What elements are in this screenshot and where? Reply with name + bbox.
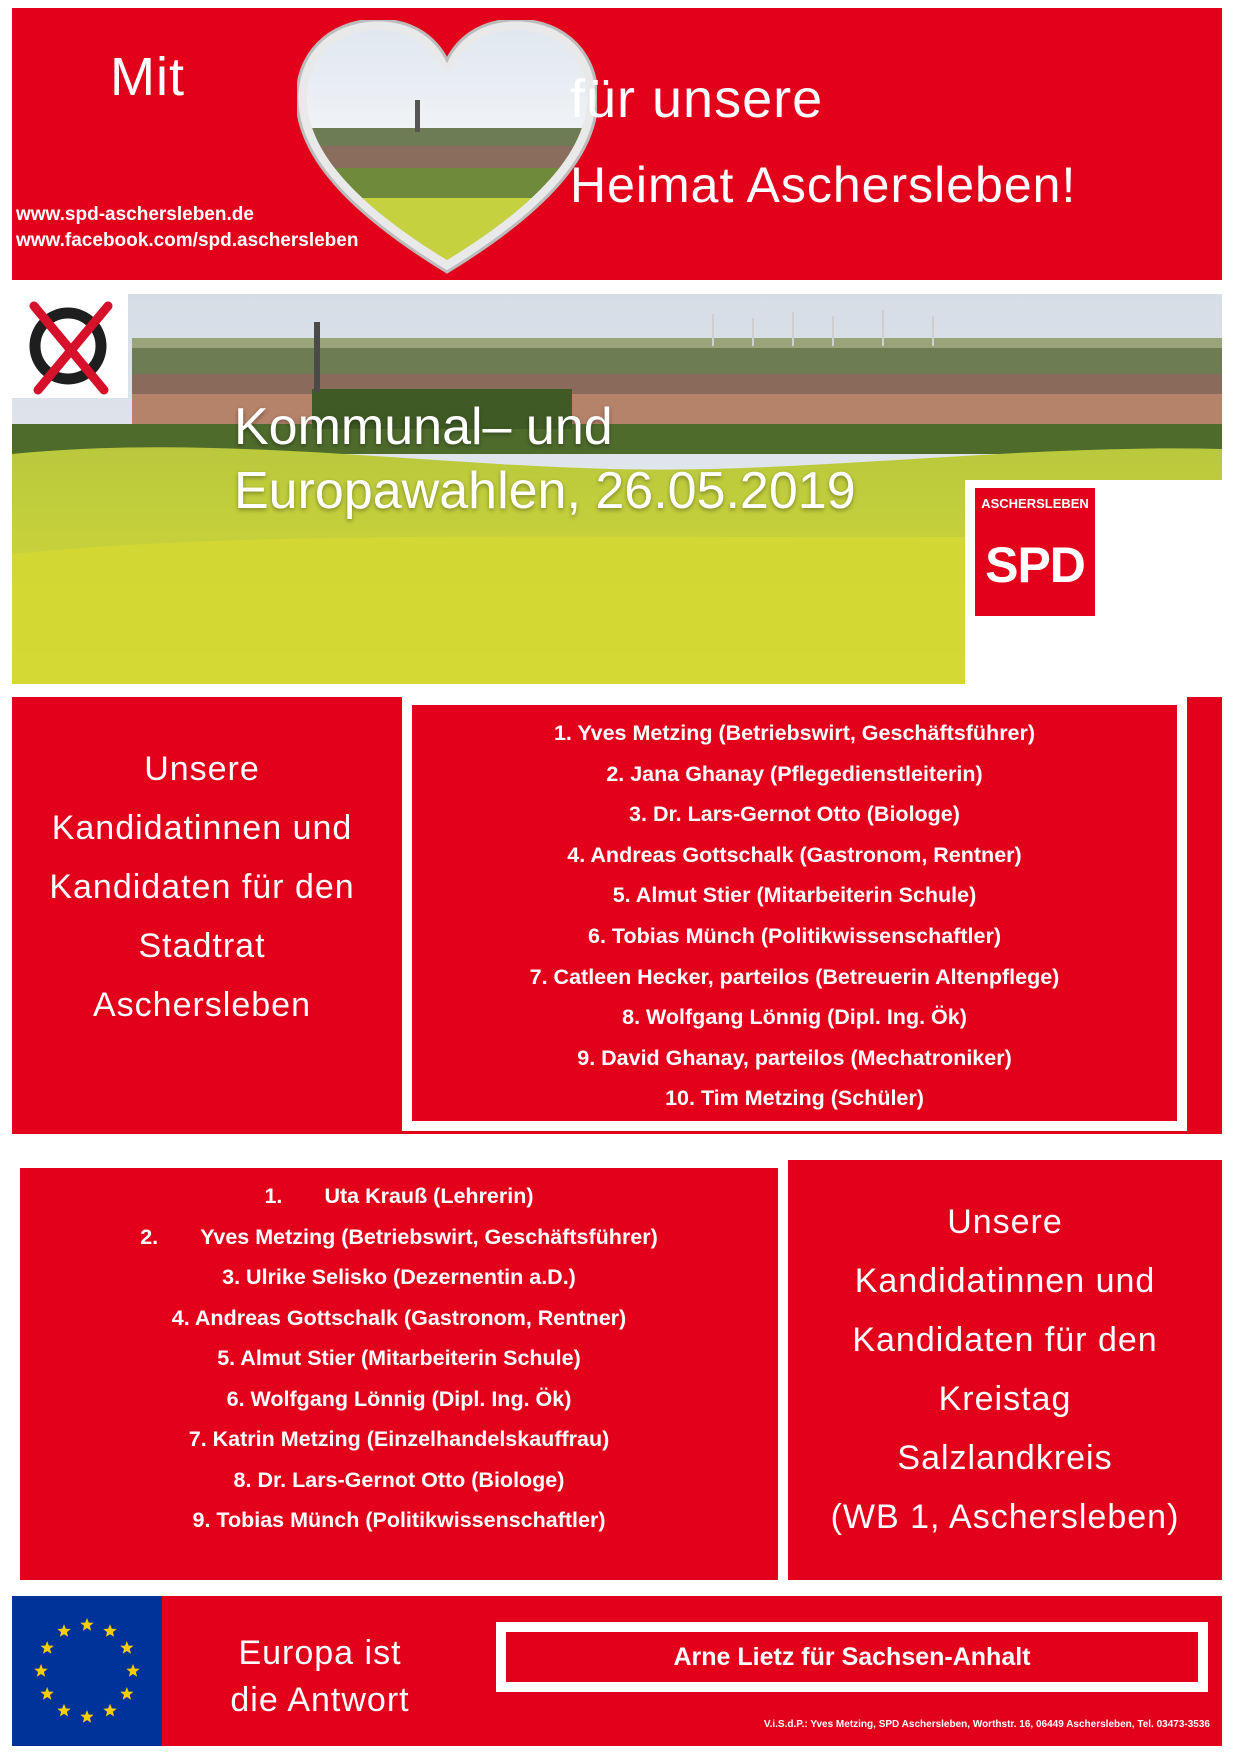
kreistag-heading-line: Kreistag [938,1380,1072,1418]
spd-logo-city: ASCHERSLEBEN [981,496,1089,511]
eu-candidate-box [496,1622,1208,1692]
ballot-mark [12,294,128,398]
stadtrat-candidate-list [412,713,1177,1119]
header-line2: Heimat Aschersleben! [570,157,1077,213]
list-item-text: Uta Krauß (Lehrerin) [324,1184,534,1208]
stadtrat-candidates-box [402,695,1187,1131]
stadtrat-heading-line: Aschersleben [92,986,311,1024]
kreistag-heading-line: (WB 1, Aschersleben) [830,1498,1180,1536]
stadtrat-section [12,697,1222,1134]
stadtrat-heading-line: Kandidaten für den [49,868,355,906]
list-item [20,1217,778,1258]
list-item-text: Yves Metzing (Betriebswirt, Geschäftsführer) [200,1224,658,1249]
kreistag-heading-line: Salzlandkreis [897,1439,1113,1477]
ballot-cross-icon [12,294,128,398]
kreistag-section [12,1160,1222,1580]
kreistag-heading-line: Kandidatinnen und [854,1262,1156,1300]
europe-slogan-line: Europa ist [238,1634,402,1672]
list-item: 10. Tim Metzing (Schüler) [665,1086,924,1111]
stadtrat-heading [12,740,392,1035]
stadtrat-heading-line: Kandidatinnen und [51,809,353,847]
list-item: 6. Wolfgang Lönnig (Dipl. Ing. Ök) [226,1386,572,1411]
list-item: 2. Jana Ghanay (Pflegedienstleiterin) [606,761,983,786]
list-item-number: 1. [264,1184,283,1208]
list-item: 9. David Ghanay, parteilos (Mechatroniker) [577,1045,1012,1070]
europe-slogan-line: die Antwort [230,1681,410,1719]
eu-flag-icon [12,1596,162,1746]
list-item-number: 2. [140,1224,159,1249]
list-item: 8. Wolfgang Lönnig (Dipl. Ing. Ök) [622,1005,967,1030]
list-item: 9. Tobias Münch (Politikwissenschaftler) [192,1508,606,1532]
europe-section [12,1596,1222,1746]
stadtrat-heading-line: Unsere [144,750,260,788]
spd-logo-square [975,488,1095,616]
spd-logo-text: SPD [985,537,1085,593]
kreistag-heading-line: Kandidaten für den [852,1321,1158,1359]
list-item: 3. Dr. Lars-Gernot Otto (Biologe) [629,802,960,827]
kreistag-candidate-list [20,1176,778,1541]
list-item [20,1176,778,1217]
europe-slogan [162,1630,478,1724]
list-item: 6. Tobias Münch (Politikwissenschaftler) [588,923,1001,948]
list-item: 7. Catleen Hecker, parteilos (Betreuerin Altenpflege) [529,964,1060,989]
stadtrat-heading-line: Stadtrat [138,927,266,965]
kreistag-candidates-box [10,1158,788,1590]
facebook-link[interactable]: www.facebook.com/spd.aschersleben [16,230,359,251]
list-item: 5. Almut Stier (Mitarbeiterin Schule) [217,1346,581,1370]
header-mit: Mit [110,47,185,107]
landscape-photo [12,294,1222,684]
list-item: 4. Andreas Gottschalk (Gastronom, Rentner) [171,1305,627,1330]
website-link[interactable]: www.spd-aschersleben.de [16,204,254,225]
header-line1: für unsere [570,69,824,129]
eu-candidate-name: Arne Lietz für Sachsen-Anhalt [673,1642,1031,1671]
kreistag-heading [788,1193,1222,1547]
list-item: 8. Dr. Lars-Gernot Otto (Biologe) [233,1467,565,1492]
list-item: 7. Katrin Metzing (Einzelhandelskauffrau) [188,1427,610,1451]
kreistag-heading-line: Unsere [947,1203,1063,1241]
election-title-line1: Kommunal– und [234,398,613,456]
list-item: 3. Ulrike Selisko (Dezernentin a.D.) [222,1265,576,1289]
list-item: 1. Yves Metzing (Betriebswirt, Geschäftsführer) [553,721,1036,745]
spd-logo [965,480,1222,684]
list-item: 5. Almut Stier (Mitarbeiterin Schule) [612,883,977,908]
imprint: V.i.S.d.P.: Yves Metzing, SPD Aschersleben, Worthstr. 16, 06449 Aschersleben, Tel. 03473-3536 [763,1719,1210,1730]
list-item: 4. Andreas Gottschalk (Gastronom, Rentner) [567,842,1022,867]
election-title-line2: Europawahlen, 26.05.2019 [234,462,856,520]
header-banner [12,8,1222,280]
